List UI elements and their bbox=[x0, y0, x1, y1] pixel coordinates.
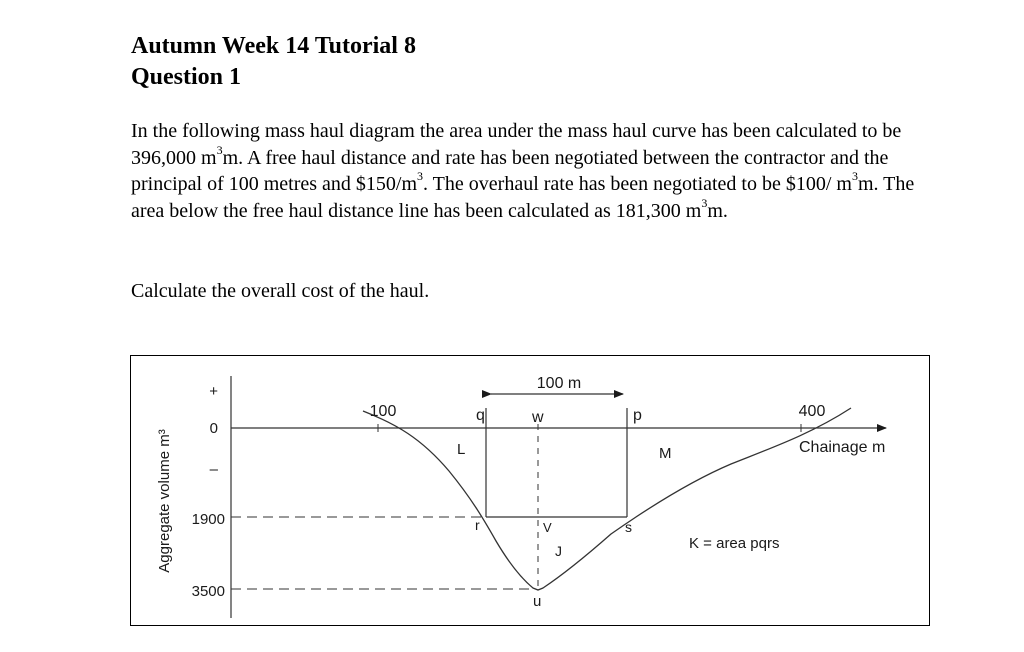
question-text: In the following mass haul diagram the area under the mass haul curve has been calculated to be 396,000 $m^3m$. A free haul distance and rate has been negotiated between the contractor and the principal of 100 metres and $\$150/m^3$. The overhaul rate has been negotiated to be $100/ $m^3m$. The area below the free haul distance line has been calculated as 181,300 $m^3m$. bbox=[131, 120, 915, 222]
y-axis-label: Aggregate volume m³ bbox=[156, 429, 173, 573]
point-p-label: p bbox=[633, 407, 642, 424]
y-tick-minus: – bbox=[209, 461, 218, 478]
x-axis-label: Chainage m bbox=[799, 439, 886, 456]
task-text: Calculate the overall cost of the haul. bbox=[131, 280, 430, 302]
chainage-400-label: 400 bbox=[798, 403, 826, 420]
point-q-label: q bbox=[476, 407, 485, 424]
mass-haul-diagram bbox=[130, 355, 930, 626]
mass-haul-svg bbox=[131, 356, 931, 627]
point-r-label: r bbox=[475, 517, 480, 533]
point-u-label: u bbox=[533, 593, 542, 610]
point-L-label: L bbox=[457, 441, 466, 458]
y-tick-1900: 1900 bbox=[191, 511, 225, 528]
k-area-note: K = area pqrs bbox=[689, 535, 780, 552]
mass-haul-curve bbox=[363, 408, 851, 590]
point-s-label: s bbox=[625, 519, 632, 535]
y-tick-plus: + bbox=[209, 383, 218, 400]
y-tick-zero: 0 bbox=[209, 420, 218, 437]
free-haul-label: 100 m bbox=[536, 375, 582, 392]
chainage-100-label: 100 bbox=[369, 403, 397, 420]
question-heading: Question 1 bbox=[131, 64, 242, 90]
point-M-label: M bbox=[659, 445, 672, 462]
point-v-label: V bbox=[543, 520, 552, 535]
point-J-label: J bbox=[555, 543, 562, 559]
y-tick-3500: 3500 bbox=[191, 583, 225, 600]
point-w-label: w bbox=[532, 409, 544, 426]
page-title: Autumn Week 14 Tutorial 8 bbox=[131, 33, 416, 59]
